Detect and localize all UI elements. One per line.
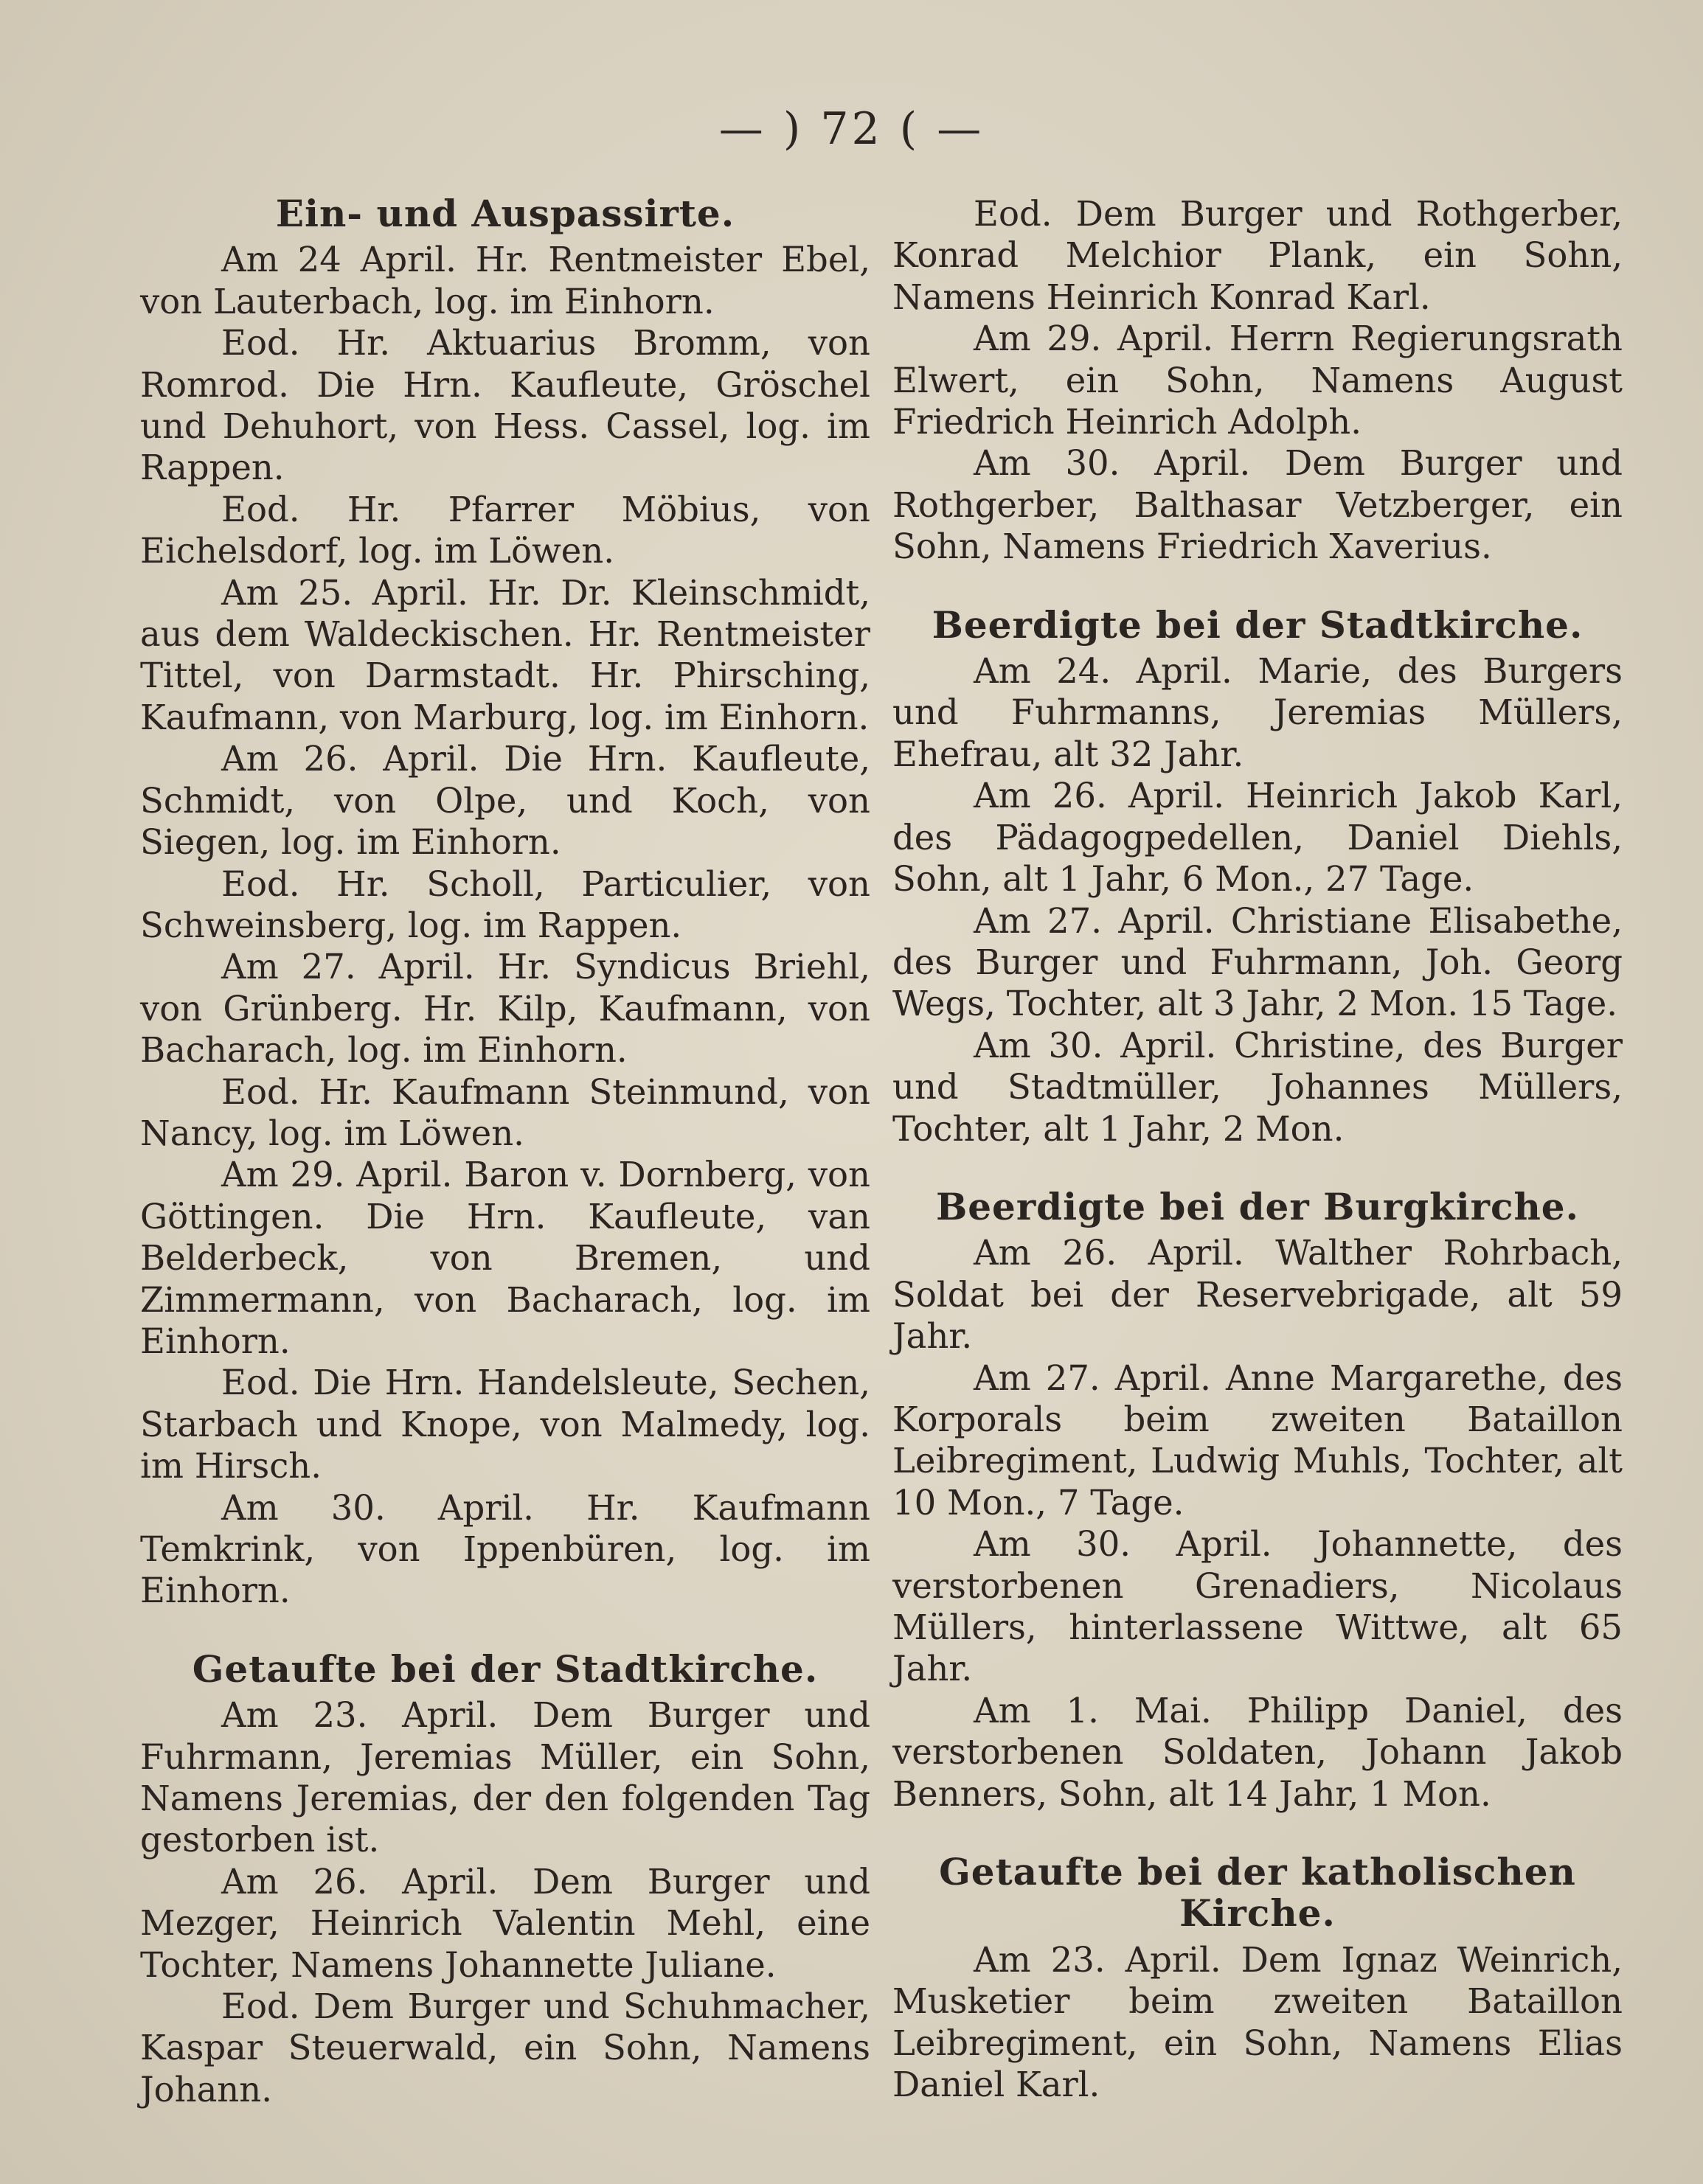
entry: Am 23. April. Dem Burger und Fuhrmann, Jeremias Müller, ein Sohn, Namens Jeremias, der den folgenden Tag gestorben ist. [140,1695,870,1860]
entry: Eod. Dem Burger und Rothgerber, Konrad Melchior Plank, ein Sohn, Namens Heinrich Konrad Karl. [892,194,1623,317]
section-getaufte-stadtkirche-continued [892,193,1623,568]
right-column [892,193,1623,2105]
left-column [140,193,870,2110]
entry: Am 26. April. Walther Rohrbach, Soldat bei der Reservebrigade, alt 59 Jahr. [892,1233,1623,1357]
entry: Am 24. April. Marie, des Burgers und Fuhrmanns, Jeremias Müllers, Ehefrau, alt 32 Jahr. [892,651,1623,774]
entry: Am 23. April. Dem Ignaz Weinrich, Musketier beim zweiten Bataillon Leibregiment, ein Sohn, Namens Elias Daniel Karl. [892,1939,1623,2105]
entry: Am 25. April. Hr. Dr. Kleinschmidt, aus dem Waldeckischen. Hr. Rentmeister Tittel, von Darmstadt. Hr. Phirsching, Kaufmann, von Marburg, log. im Einhorn. [140,572,870,737]
section-heading: Beerdigte bei der Stadtkirche. [932,602,1584,647]
entry: Am 26. April. Die Hrn. Kaufleute, Schmidt, von Olpe, und Koch, von Siegen, log. im Einhorn. [140,739,870,863]
entry: Am 30. April. Hr. Kaufmann Temkrink, von Ippenbüren, log. im Einhorn. [140,1487,870,1611]
page-number: — ) 72 ( — [718,103,985,155]
entry: Eod. Hr. Pfarrer Möbius, von Eichelsdorf, log. im Löwen. [140,489,870,571]
section-beerdigte-burgkirche [892,1186,1623,1815]
section-getaufte-stadtkirche [140,1646,870,2110]
entry: Am 29. April. Baron v. Dornberg, von Göttingen. Die Hrn. Kaufleute, van Belderbeck, von Bremen, und Zimmermann, von Bacharach, log. im Einhorn. [140,1155,870,1361]
section-heading: Getaufte bei der katholischen Kirche. [939,1850,1576,1936]
section-heading: Getaufte bei der Stadtkirche. [192,1646,819,1691]
section-beerdigte-stadtkirche [892,602,1623,1150]
entry: Am 26. April. Heinrich Jakob Karl, des Pädagogpedellen, Daniel Diehls, Sohn, alt 1 Jahr, 6 Mon., 27 Tage. [892,776,1623,900]
entry: Am 30. April. Johannette, des verstorbenen Grenadiers, Nicolaus Müllers, hinterlassene Wittwe, alt 65 Jahr. [892,1524,1623,1689]
entry: Eod. Hr. Scholl, Particulier, von Schweinsberg, log. im Rappen. [140,863,870,945]
entry: Am 29. April. Herrn Regierungsrath Elwert, ein Sohn, Namens August Friedrich Heinrich Adolph. [892,319,1623,442]
entry: Am 24 April. Hr. Rentmeister Ebel, von Lauterbach, log. im Einhorn. [140,240,870,321]
section-getaufte-katholisch [892,1851,1623,2105]
entry: Am 27. April. Hr. Syndicus Briehl, von Grünberg. Hr. Kilp, Kaufmann, von Bacharach, log. im Einhorn. [140,947,870,1071]
entry: Eod. Die Hrn. Handelsleute, Sechen, Starbach und Knope, von Malmedy, log. im Hirsch. [140,1363,870,1486]
entry: Am 1. Mai. Philipp Daniel, des verstorbenen Soldaten, Johann Jakob Benners, Sohn, alt 14 Jahr, 1 Mon. [892,1690,1623,1814]
entry: Eod. Hr. Kaufmann Steinmund, von Nancy, log. im Löwen. [140,1071,870,1153]
entry: Eod. Dem Burger und Schuhmacher, Kaspar Steuerwald, ein Sohn, Namens Johann. [140,1986,870,2110]
entry: Am 27. April. Christiane Elisabethe, des Burger und Fuhrmann, Joh. Georg Wegs, Tochter, alt 3 Jahr, 2 Mon. 15 Tage. [892,900,1623,1024]
entry: Am 30. April. Dem Burger und Rothgerber, Balthasar Vetzberger, ein Sohn, Namens Friedrich Xaverius. [892,443,1623,567]
entry: Am 26. April. Dem Burger und Mezger, Heinrich Valentin Mehl, eine Tochter, Namens Johannette Juliane. [140,1861,870,1985]
section-heading: Ein- und Auspassirte. [275,192,735,235]
entry: Am 27. April. Anne Margarethe, des Korporals beim zweiten Bataillon Leibregiment, Ludwig Muhls, Tochter, alt 10 Mon., 7 Tage. [892,1357,1623,1523]
section-heading: Beerdigte bei der Burgkirche. [935,1184,1580,1228]
entry: Eod. Hr. Aktuarius Bromm, von Romrod. Die Hrn. Kaufleute, Gröschel und Dehuhort, von Hess. Cassel, log. im Rappen. [140,323,870,488]
entry: Am 30. April. Christine, des Burger und Stadtmüller, Johannes Müllers, Tochter, alt 1 Jahr, 2 Mon. [892,1025,1623,1149]
section-ein-und-auspassirte [140,193,870,1612]
